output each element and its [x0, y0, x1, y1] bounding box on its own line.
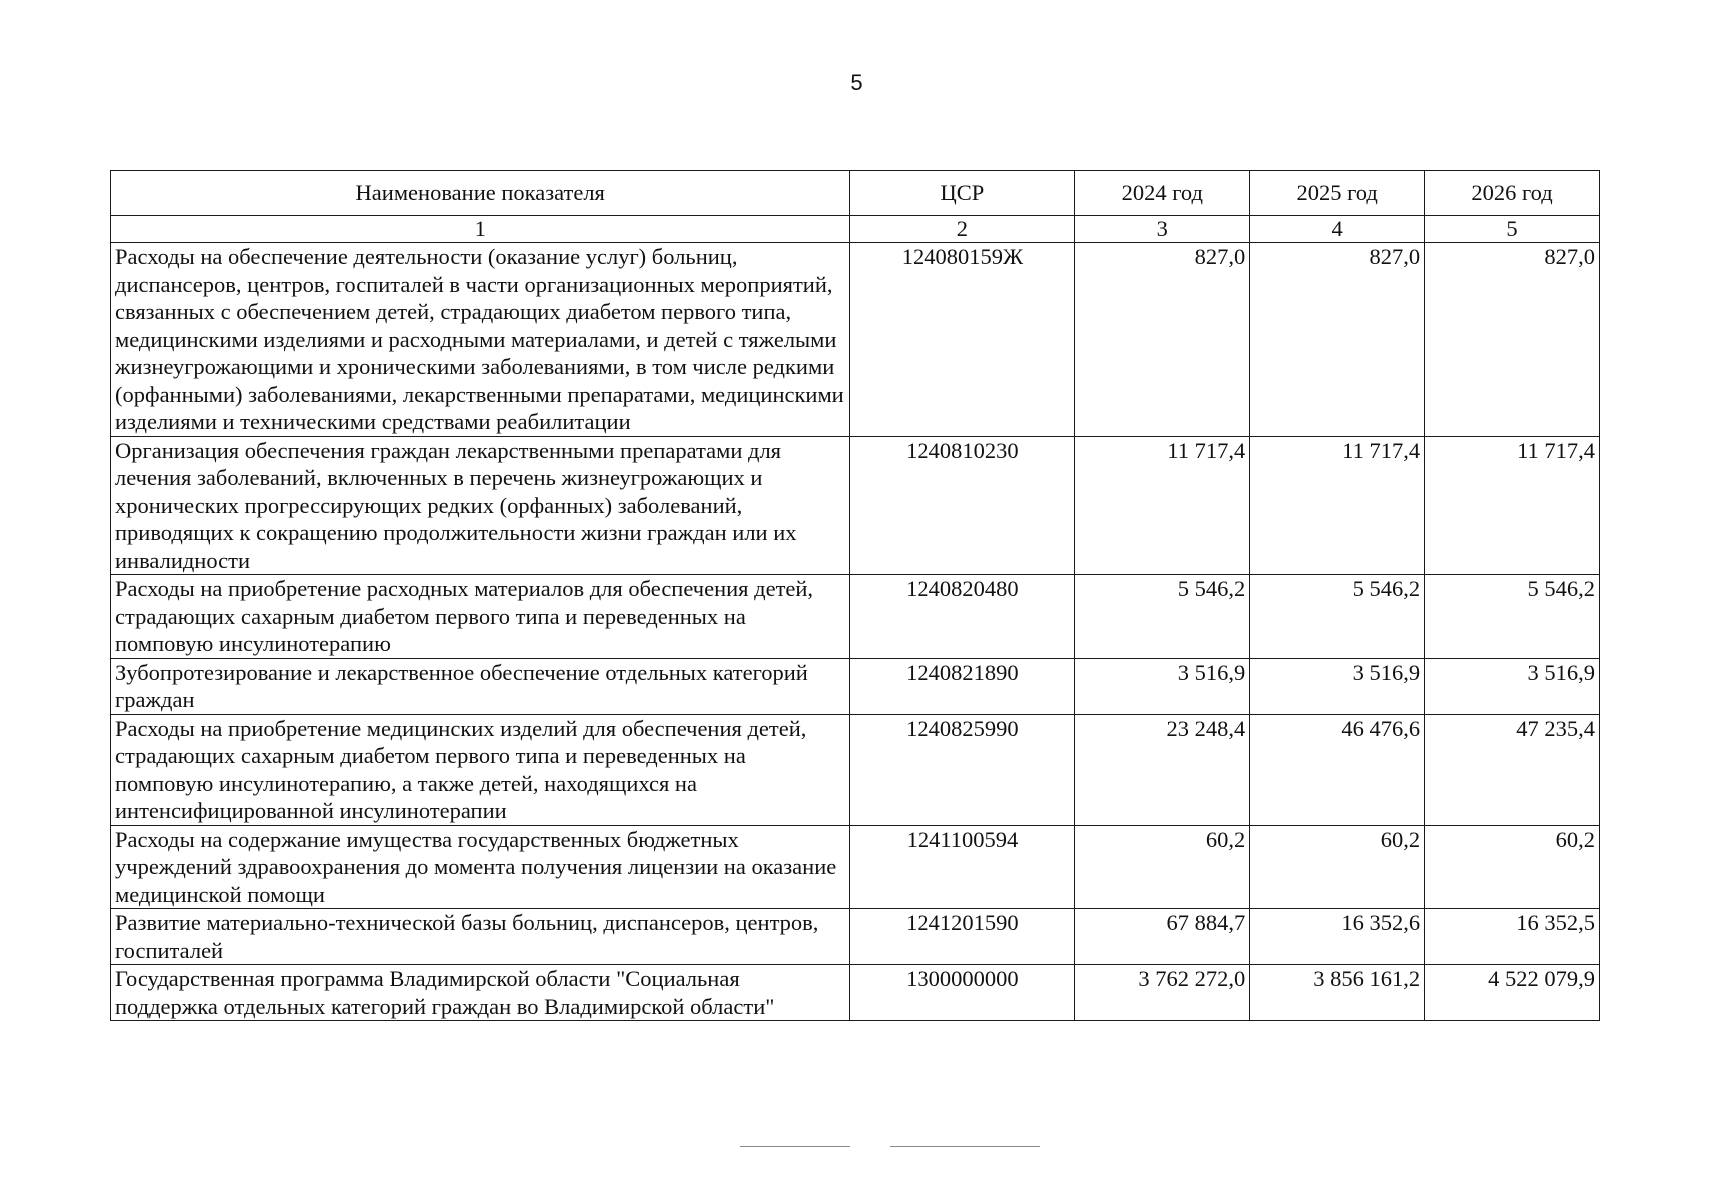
row-name: Расходы на содержание имущества государственных бюджетных учреждений здравоохранения до момента получения лицензии на оказание медицинской помощи	[111, 825, 850, 909]
row-value-2025: 46 476,6	[1250, 714, 1425, 825]
table-row	[111, 658, 1600, 714]
column-number: 2	[850, 216, 1075, 243]
row-value-2024: 60,2	[1075, 825, 1250, 909]
row-value-2024: 23 248,4	[1075, 714, 1250, 825]
row-value-2026: 5 546,2	[1425, 575, 1600, 659]
row-value-2024: 5 546,2	[1075, 575, 1250, 659]
row-value-2024: 3 762 272,0	[1075, 965, 1250, 1021]
table-row	[111, 909, 1600, 965]
row-value-2026: 11 717,4	[1425, 436, 1600, 575]
table-row	[111, 825, 1600, 909]
column-number: 1	[111, 216, 850, 243]
row-name: Государственная программа Владимирской области "Социальная поддержка отдельных категорий граждан во Владимирской области"	[111, 965, 850, 1021]
table-header-row	[111, 171, 1600, 216]
column-number: 5	[1425, 216, 1600, 243]
header-csr: ЦСР	[850, 171, 1075, 216]
row-csr-code: 1240820480	[850, 575, 1075, 659]
budget-table	[110, 170, 1600, 1021]
column-number: 4	[1250, 216, 1425, 243]
table-row	[111, 243, 1600, 437]
row-value-2025: 3 856 161,2	[1250, 965, 1425, 1021]
row-csr-code: 124080159Ж	[850, 243, 1075, 437]
header-year-2025: 2025 год	[1250, 171, 1425, 216]
row-csr-code: 1241201590	[850, 909, 1075, 965]
row-csr-code: 1241100594	[850, 825, 1075, 909]
row-value-2026: 60,2	[1425, 825, 1600, 909]
row-name: Расходы на обеспечение деятельности (оказание услуг) больниц, диспансеров, центров, госпиталей в части организационных мероприятий, связанных с обеспечением детей, страдающих диабетом первого типа, медицинскими изделиями и расходными материалами, и детей с тяжелыми жизнеугрожающими и хроническими заболеваниями, в том числе редкими (орфанными) заболеваниями, лекарственными препаратами, медицинскими изделиями и техническими средствами реабилитации	[111, 243, 850, 437]
row-csr-code: 1240821890	[850, 658, 1075, 714]
row-value-2024: 11 717,4	[1075, 436, 1250, 575]
row-csr-code: 1240825990	[850, 714, 1075, 825]
row-value-2025: 16 352,6	[1250, 909, 1425, 965]
row-value-2025: 11 717,4	[1250, 436, 1425, 575]
row-value-2025: 827,0	[1250, 243, 1425, 437]
row-name: Расходы на приобретение расходных материалов для обеспечения детей, страдающих сахарным диабетом первого типа и переведенных на помповую инсулинотерапию	[111, 575, 850, 659]
row-value-2024: 67 884,7	[1075, 909, 1250, 965]
row-value-2024: 3 516,9	[1075, 658, 1250, 714]
header-indicator-name: Наименование показателя	[111, 171, 850, 216]
header-year-2024: 2024 год	[1075, 171, 1250, 216]
row-value-2025: 3 516,9	[1250, 658, 1425, 714]
row-csr-code: 1300000000	[850, 965, 1075, 1021]
table-row	[111, 436, 1600, 575]
table-row	[111, 714, 1600, 825]
row-value-2026: 3 516,9	[1425, 658, 1600, 714]
table-row	[111, 575, 1600, 659]
row-name: Зубопротезирование и лекарственное обеспечение отдельных категорий граждан	[111, 658, 850, 714]
row-value-2026: 4 522 079,9	[1425, 965, 1600, 1021]
row-value-2024: 827,0	[1075, 243, 1250, 437]
footer-rule-marks	[740, 1146, 1040, 1148]
row-value-2025: 5 546,2	[1250, 575, 1425, 659]
row-value-2026: 47 235,4	[1425, 714, 1600, 825]
table-row-program-total	[111, 965, 1600, 1021]
header-year-2026: 2026 год	[1425, 171, 1600, 216]
column-number-row	[111, 216, 1600, 243]
row-value-2026: 16 352,5	[1425, 909, 1600, 965]
row-name: Развитие материально-технической базы больниц, диспансеров, центров, госпиталей	[111, 909, 850, 965]
row-name: Организация обеспечения граждан лекарственными препаратами для лечения заболеваний, включенных в перечень жизнеугрожающих и хронических прогрессирующих редких (орфанных) заболеваний, приводящих к сокращению продолжительности жизни граждан или их инвалидности	[111, 436, 850, 575]
row-name: Расходы на приобретение медицинских изделий для обеспечения детей, страдающих сахарным диабетом первого типа и переведенных на помповую инсулинотерапию, а также детей, находящихся на интенсифицированной инсулинотерапии	[111, 714, 850, 825]
row-csr-code: 1240810230	[850, 436, 1075, 575]
column-number: 3	[1075, 216, 1250, 243]
row-value-2025: 60,2	[1250, 825, 1425, 909]
row-value-2026: 827,0	[1425, 243, 1600, 437]
page-number: 5	[850, 70, 863, 95]
